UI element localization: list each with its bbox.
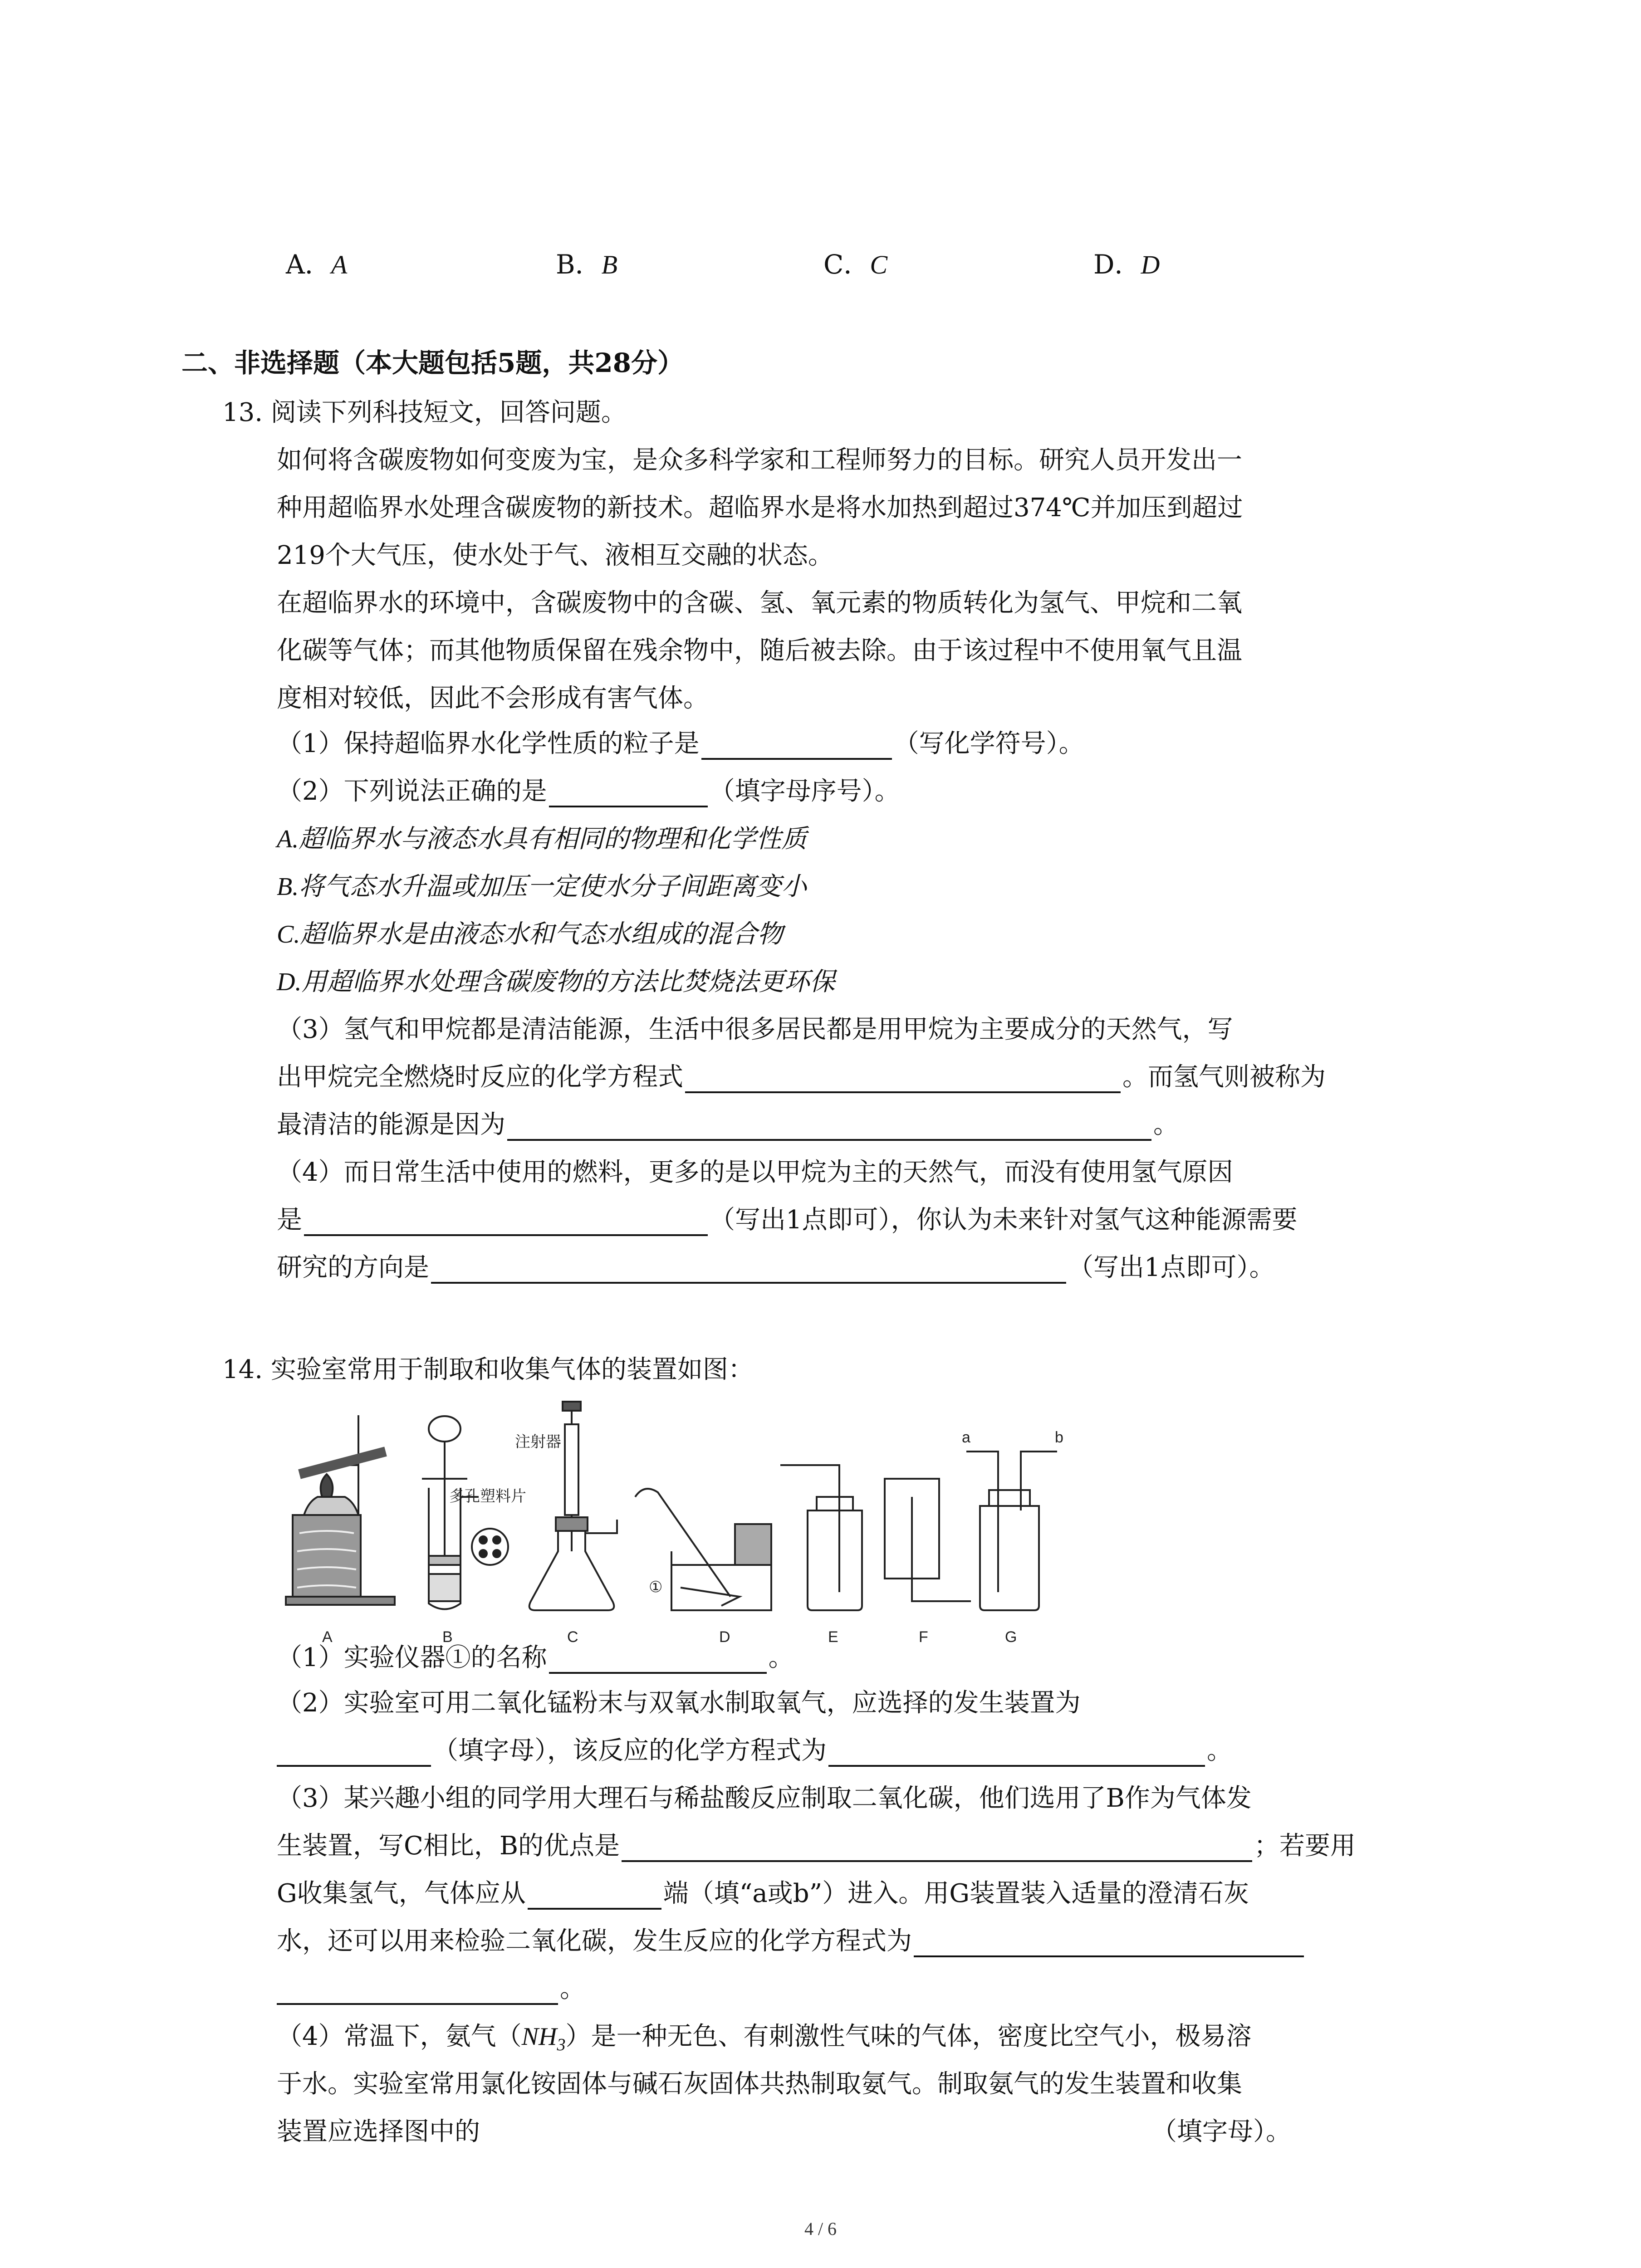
answer-blank[interactable]: [277, 1977, 558, 2005]
q13-paragraph-line: 219个大气压，使水处于气、液相互交融的状态。: [277, 541, 833, 570]
q13-option-a: A.超临界水与液态水具有相同的物理和化学性质: [277, 825, 807, 853]
diagram-label-e: E: [828, 1628, 838, 1646]
q13-sub3-line2: 出甲烷完全燃烧时反应的化学方程式 。而氢气则被称为: [277, 1061, 1326, 1093]
option-a: A．A: [286, 249, 348, 280]
q14-sub3-line5: 。: [277, 1973, 585, 2005]
answer-blank[interactable]: [304, 1208, 708, 1236]
answer-blank[interactable]: [622, 1834, 1252, 1862]
q14-sub3-line1: （3）某兴趣小组的同学用大理石与稀盐酸反应制取二氧化碳，他们选用了B作为气体发: [277, 1784, 1252, 1813]
apparatus-b: [422, 1416, 508, 1609]
page-number: 4 / 6: [804, 2219, 837, 2239]
apparatus-a: [286, 1415, 395, 1605]
q14-sub4-line1: （4）常温下，氨气$(NH_3)$是一种无色、有刺激性气味的气体，密度比空气小，极易溶: [277, 2022, 1252, 2055]
q14-sub3-line3: G收集氢气，气体应从 端（填“a或b”）进入。用G装置装入适量的澄清石灰: [277, 1878, 1249, 1910]
apparatus-diagram: [272, 1397, 1098, 1651]
q13-option-d: D.用超临界水处理含碳废物的方法比焚烧法更环保: [277, 968, 835, 996]
answer-blank[interactable]: [507, 1113, 1151, 1141]
apparatus-e: [780, 1465, 862, 1610]
diagram-label-g: G: [1005, 1628, 1017, 1646]
option-c: C．C: [823, 249, 888, 280]
apparatus-g: [966, 1452, 1057, 1610]
label-syringe: 注射器: [515, 1433, 561, 1451]
option-b: B．B: [556, 249, 618, 280]
answer-blank[interactable]: [528, 1882, 661, 1910]
diagram-label-b: B: [442, 1628, 453, 1646]
q14-sub3-line2: 生装置，写C相比，B的优点是 ；若要用: [277, 1830, 1356, 1862]
q13-sub4-line1: （4）而日常生活中使用的燃料，更多的是以甲烷为主的天然气，而没有使用氢气原因: [277, 1158, 1233, 1187]
q13-paragraph-line: 在超临界水的环境中，含碳废物中的含碳、氢、氧元素的物质转化为氢气、甲烷和二氧: [277, 588, 1242, 618]
q13-title: 13. 阅读下列科技短文，回答问题。: [222, 398, 627, 427]
q13-sub2: （2）下列说法正确的是 （填字母序号）。: [277, 776, 900, 807]
label-circle-1: ①: [649, 1579, 663, 1596]
q13-paragraph-line: 化碳等气体；而其他物质保留在残余物中，随后被去除。由于该过程中不使用氧气且温: [277, 636, 1242, 665]
answer-blank[interactable]: [431, 1256, 1066, 1284]
option-d: D．D: [1093, 249, 1160, 280]
answer-blank[interactable]: [685, 1065, 1121, 1093]
q14-sub3-line4: 水，还可以用来检验二氧化碳，发生反应的化学方程式为: [277, 1926, 1306, 1957]
answer-blank[interactable]: [549, 779, 708, 807]
apparatus-c: [529, 1402, 617, 1610]
answer-blank[interactable]: [828, 1739, 1205, 1767]
apparatus-f: [885, 1479, 971, 1601]
q14-sub4-line2: 于水。实验室常用氯化铵固体与碱石灰固体共热制取氨气。制取氨气的发生装置和收集: [277, 2069, 1242, 2099]
diagram-label-f: F: [919, 1628, 928, 1646]
label-a: a: [962, 1429, 970, 1446]
q13-sub1: （1）保持超临界水化学性质的粒子是 （写化学符号）。: [277, 728, 1084, 760]
label-plate: 多孔塑料片: [449, 1488, 526, 1505]
diagram-label-c: C: [567, 1628, 578, 1646]
diagram-label-a: A: [322, 1628, 333, 1646]
q14-sub2-line2: （填字母），该反应的化学方程式为 。: [277, 1735, 1232, 1767]
q13-paragraph-line: 种用超临界水处理含碳废物的新技术。超临界水是将水加热到超过374℃并加压到超过: [277, 493, 1243, 523]
q14-title: 14. 实验室常用于制取和收集气体的装置如图：: [222, 1355, 754, 1384]
q13-paragraph-line: 度相对较低，因此不会形成有害气体。: [277, 684, 709, 713]
q13-option-b: B.将气态水升温或加压一定使水分子间距离变小: [277, 873, 807, 901]
q14-sub1: （1）实验仪器①的名称 。: [277, 1642, 794, 1674]
section-title: 二、非选择题（本大题包括5题，共28分）: [181, 347, 684, 378]
answer-blank[interactable]: [914, 1929, 1304, 1957]
q13-sub3-line1: （3）氢气和甲烷都是清洁能源，生活中很多居民都是用甲烷为主要成分的天然气，写: [277, 1015, 1233, 1044]
q13-sub4-line3: 研究的方向是 （写出1点即可）。: [277, 1252, 1275, 1284]
answer-blank[interactable]: [549, 1646, 767, 1674]
q13-option-c: C.超临界水是由液态水和气态水组成的混合物: [277, 920, 783, 948]
q13-sub4-line2: 是 （写出1点即可），你认为未来针对氢气这种能源需要: [277, 1204, 1298, 1236]
q14-sub4-line3: 装置应选择图中的 （填字母）。: [277, 2117, 1291, 2146]
q13-paragraph-line: 如何将含碳废物如何变废为宝，是众多科学家和工程师努力的目标。研究人员开发出一: [277, 445, 1242, 475]
diagram-label-d: D: [719, 1628, 730, 1646]
q13-sub3-line3: 最清洁的能源是因为 。: [277, 1109, 1179, 1141]
label-b: b: [1055, 1429, 1063, 1446]
q14-sub2-line1: （2）实验室可用二氧化锰粉末与双氧水制取氧气，应选择的发生装置为: [277, 1688, 1081, 1718]
answer-blank[interactable]: [277, 1739, 431, 1767]
answer-blank[interactable]: [701, 732, 892, 760]
